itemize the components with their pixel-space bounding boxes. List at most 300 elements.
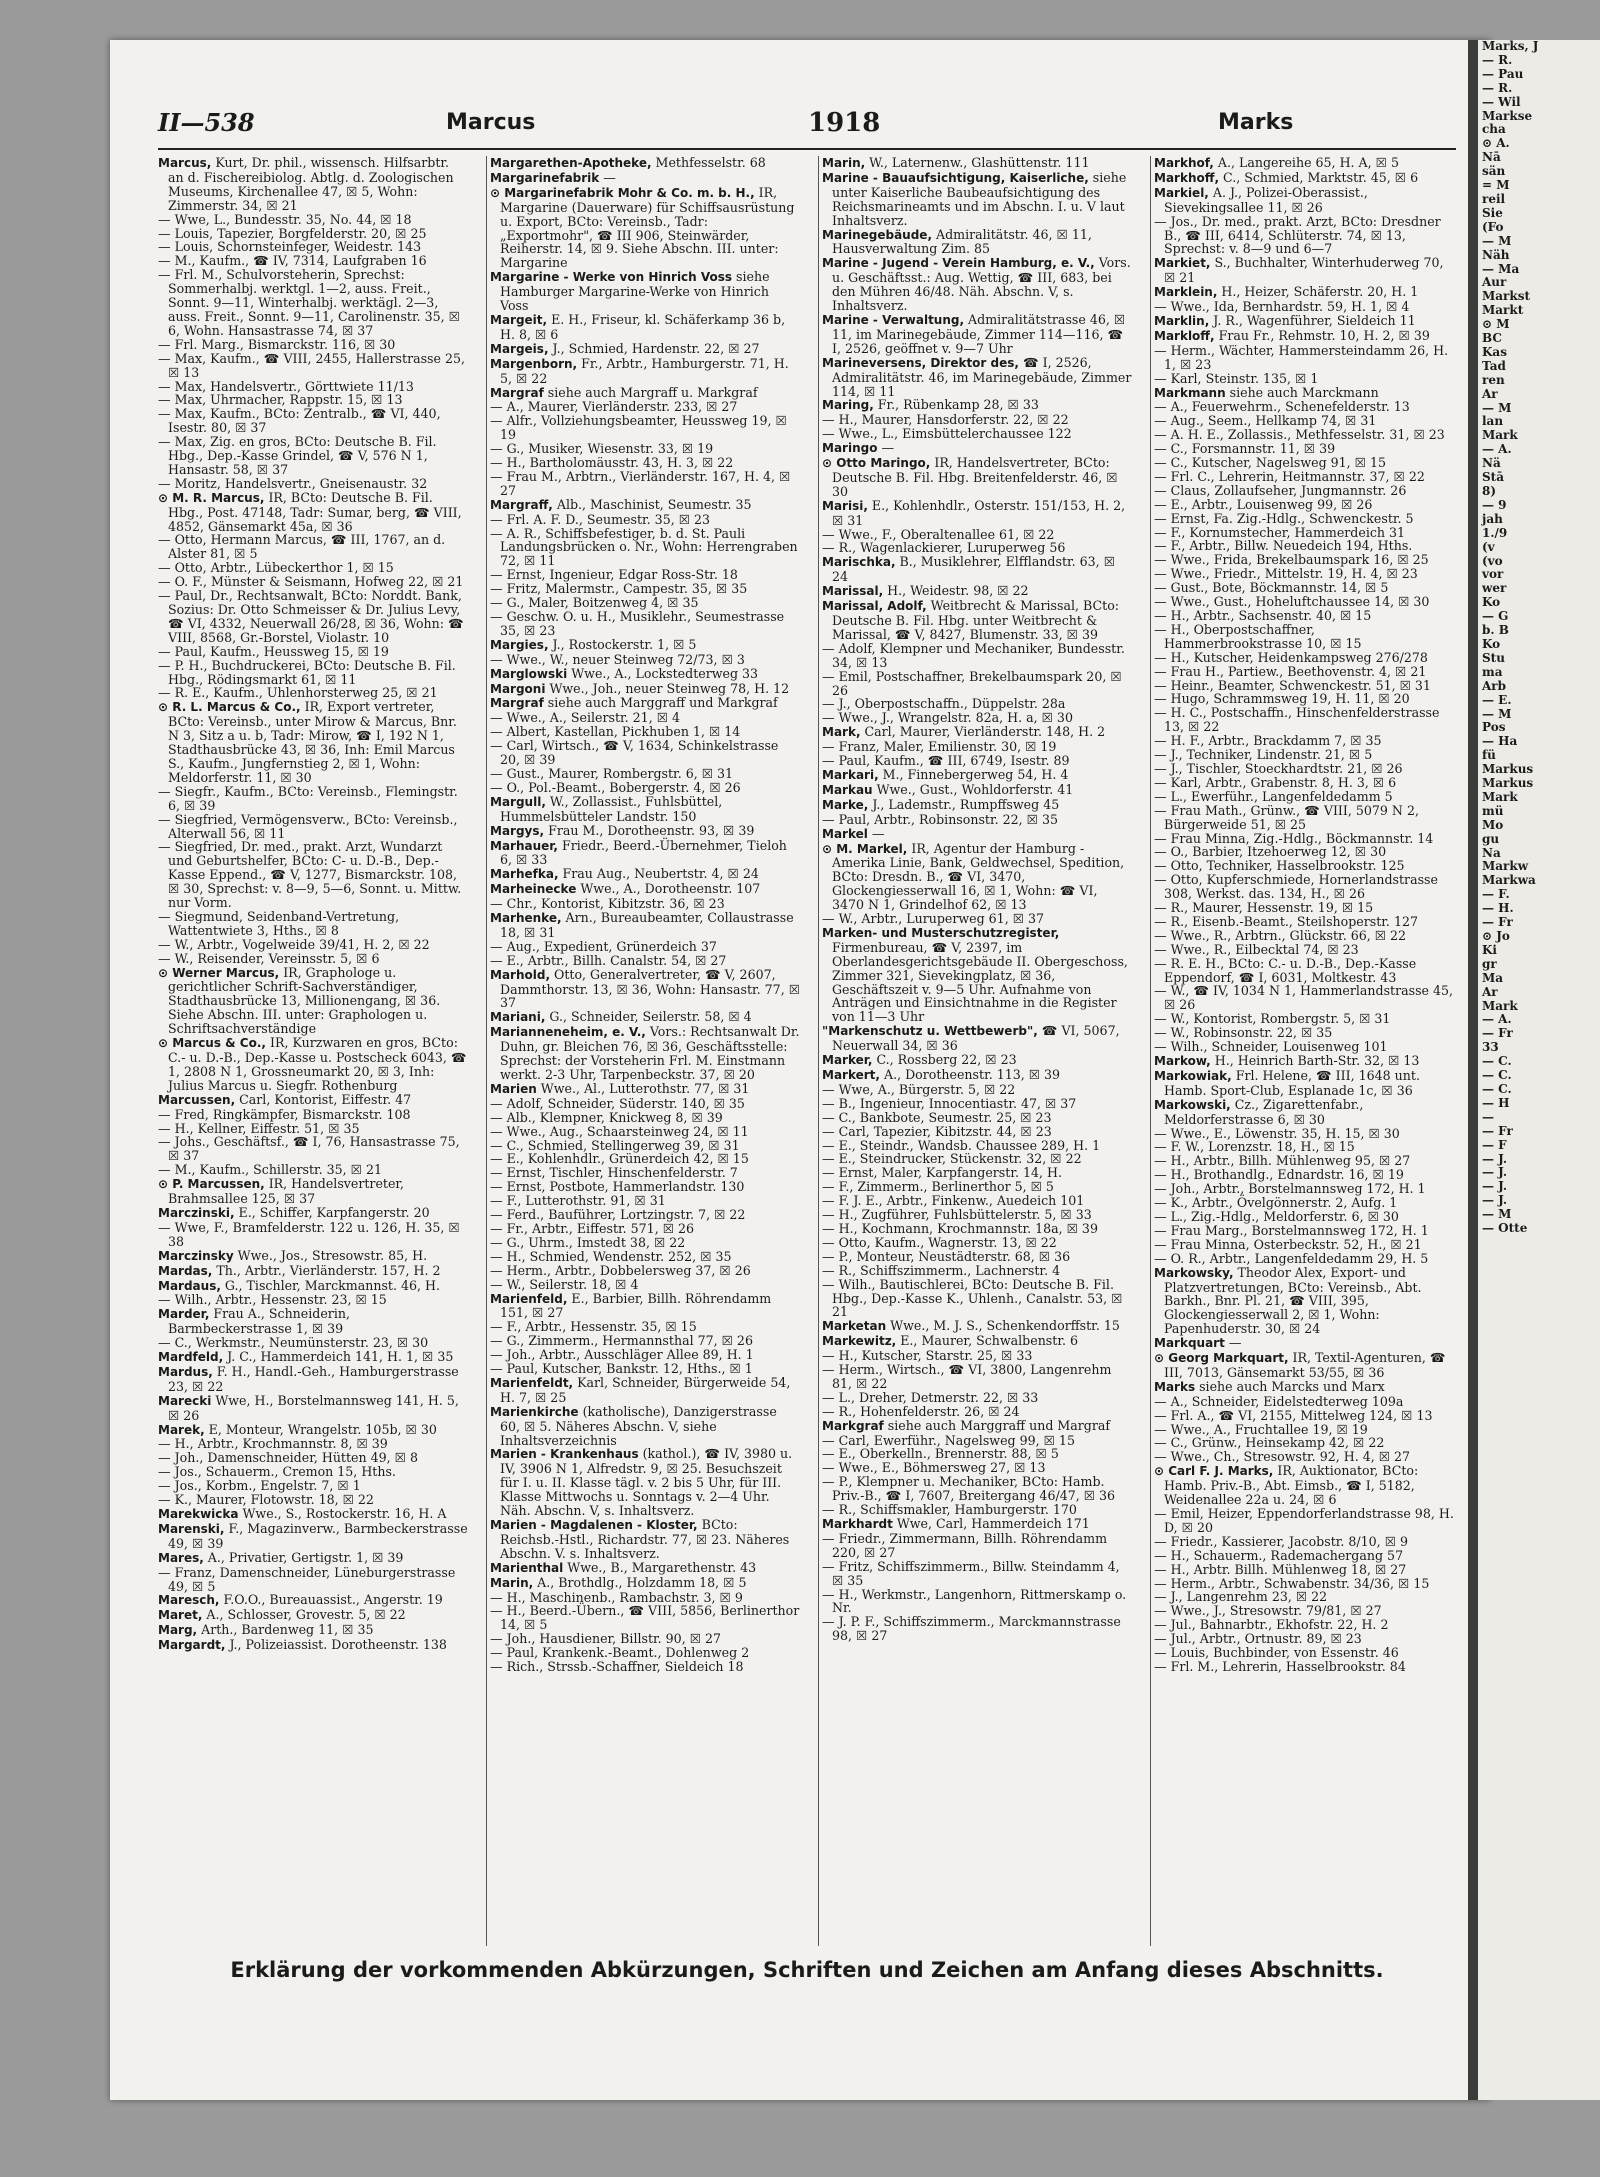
adjacent-page-edge	[1478, 40, 1600, 2100]
entry-text: Th., Arbtr., Vierländerstr. 157, H. 2	[212, 1262, 441, 1278]
entry-text: Methfesselstr. 68	[651, 156, 766, 170]
entry-text: E., Kohlenhdlr., Osterstr. 151/153, H. 2, ☒ 31	[832, 497, 1126, 528]
entry-text: H., Heinrich Barth-Str. 32, ☒ 13	[1210, 1053, 1420, 1068]
directory-entry	[490, 342, 800, 357]
directory-entry	[490, 911, 800, 940]
directory-entry	[158, 1279, 468, 1294]
entry-text: — Ernst, Maler, Karpfangerstr. 14, H.	[822, 1165, 1062, 1181]
directory-entry	[158, 966, 468, 1037]
entry-text: IR, Graphologe u. gerichtlicher Schrift-Sachverständiger, Stadthausbrücke 13, Millionengang, ☒ 36. Siehe Abschn. III. unter: Graphologen u. Schriftsachverständige	[168, 964, 441, 1037]
entry-text: — Frau Marg., Borstelmannsweg 172, H. 1	[1154, 1222, 1429, 1238]
directory-entry	[490, 1166, 800, 1180]
directory-entry	[822, 1349, 1132, 1363]
left-catchword: Marcus	[446, 110, 536, 135]
book-gutter	[1468, 40, 1478, 2100]
entry-text: H., Heizer, Schäferstr. 20, H. 1	[1217, 284, 1419, 300]
directory-entry	[1154, 1154, 1456, 1168]
entry-text: — P., Klempner u. Mechaniker, BCto: Hamb. Priv.-B., ☎ I, 7607, Breitergang 46/47, ☒ 36	[822, 1474, 1116, 1504]
entry-text: siehe auch Marggraff und Markgraf	[543, 695, 778, 711]
directory-entry	[490, 1405, 800, 1448]
directory-entry	[1154, 984, 1456, 1012]
directory-entry	[822, 555, 1132, 584]
directory-entry	[490, 767, 800, 781]
directory-entry	[490, 1447, 800, 1518]
entry-text: J., Polizeiassist. Dorotheenstr. 138	[225, 1637, 447, 1653]
directory-entry	[1154, 553, 1456, 567]
directory-entry	[1154, 156, 1456, 171]
entry-text: ☎ VI, 5067, Neuerwall 34, ☒ 36	[832, 1023, 1120, 1054]
directory-entry	[158, 533, 468, 561]
entry-text: — A., Schneider, Eidelstedterweg 109a	[1154, 1393, 1404, 1409]
directory-entry	[158, 435, 468, 477]
adjacent-page-fragment: gr	[1482, 956, 1497, 971]
entry-text: (katholische), Danzigerstrasse 60, ☒ 5. Näheres Abschn. V, siehe Inhaltsverzeichnis	[500, 1403, 777, 1448]
directory-entry	[158, 1206, 468, 1221]
directory-entry	[1154, 943, 1456, 957]
entry-text: — Joh., Arbtr., Ausschläger Allee 89, H. 1	[490, 1347, 754, 1363]
directory-entry	[822, 842, 1132, 913]
directory-entry	[490, 1250, 800, 1264]
entry-text: — Claus, Zollaufseher, Jungmannstr. 26	[1154, 482, 1407, 498]
directory-entry	[822, 1180, 1132, 1194]
entry-text: — F., Zimmerm., Berlinerthor 5, ☒ 5	[822, 1179, 1054, 1195]
entry-text: — Ernst, Postbote, Hammerlandstr. 130	[490, 1179, 745, 1195]
adjacent-page-fragment: — F	[1482, 1137, 1507, 1152]
directory-entry	[490, 442, 800, 456]
entry-text: siehe auch Marcks und Marx	[1195, 1378, 1385, 1394]
directory-entry	[158, 700, 468, 784]
entry-name: Marczinsky	[158, 1248, 234, 1263]
directory-entry	[822, 427, 1132, 441]
entry-text: — Frl. M., Lehrerin, Hasselbrookstr. 84	[1154, 1658, 1406, 1674]
directory-entry	[822, 1419, 1132, 1434]
directory-entry	[1154, 595, 1456, 609]
directory-entry	[490, 1561, 800, 1576]
entry-text: — Wwe., Ida, Bernhardstr. 59, H. 1, ☒ 4	[1154, 299, 1410, 315]
entry-name: Maret,	[158, 1608, 203, 1623]
entry-text: — H., Kutscher, Heidenkampsweg 276/278	[1154, 649, 1428, 665]
entry-name: Margenborn,	[490, 356, 578, 371]
entry-text: — Fr., Arbtr., Eiffestr. 571, ☒ 26	[490, 1220, 695, 1236]
entry-text: — Geschw. O. u. H., Musiklehr., Seumestrasse 35, ☒ 23	[490, 609, 785, 638]
directory-entry	[158, 1307, 468, 1336]
entry-name: Marketan	[822, 1319, 887, 1334]
directory-entry	[1154, 1069, 1456, 1098]
entry-text: — Hugo, Schrammsweg 19, H. 11, ☒ 20	[1154, 691, 1410, 707]
entry-text: — Aug., Seem., Hellkamp 74, ☒ 31	[1154, 413, 1377, 429]
directory-entry	[1154, 428, 1456, 442]
directory-entry	[1154, 1409, 1456, 1423]
entry-text: — W., Seilerstr. 18, ☒ 4	[490, 1276, 639, 1292]
entry-text: BCto: Reichsb.-Hstl., Richardstr. 77, ☒ 23. Näheres Abschn. V. s. Inhaltsverz.	[500, 1517, 790, 1561]
directory-entry	[1154, 1577, 1456, 1591]
entry-text: IR, Agentur der Hamburg - Amerika Linie, Bank, Geldwechsel, Spedition, BCto: Dresdn. B., ☎ VI, 3470, Glockengiesserwall 16, ☒ 1, Wohn: ☎ VI, 3470 N 1, Grindelhof 62, ☒ 13	[832, 840, 1125, 913]
entry-text: — M., Kaufm., Schillerstr. 35, ☒ 21	[158, 1162, 383, 1178]
directory-entry	[490, 882, 800, 897]
entry-text: — H., Kochmann, Krochmannstr. 18a, ☒ 39	[822, 1220, 1098, 1236]
directory-entry	[158, 1122, 468, 1136]
directory-entry	[158, 910, 468, 938]
directory-entry	[822, 1391, 1132, 1405]
directory-entry	[490, 1111, 800, 1125]
directory-entry	[158, 1522, 468, 1551]
adjacent-page-fragment: — F.	[1482, 887, 1510, 902]
entry-text: — Johs., Geschäftsf., ☎ I, 76, Hansastrasse 75, ☒ 37	[158, 1134, 460, 1164]
directory-entry	[822, 228, 1132, 257]
directory-entry	[1154, 498, 1456, 512]
entry-text: — Jos., Schauerm., Cremon 15, Hths.	[158, 1464, 396, 1480]
entry-text: J., Schmied, Hardenstr. 22, ☒ 27	[548, 340, 760, 356]
directory-entry	[1154, 1196, 1456, 1210]
directory-entry	[822, 827, 1132, 842]
directory-entry	[490, 527, 800, 569]
entry-text: Frau Fr., Rehmstr. 10, H. 2, ☒ 39	[1214, 327, 1430, 343]
directory-entry	[1154, 651, 1456, 665]
entry-text: IR, Auktionator, BCto: Hamb. Priv.-B., Abt. Eimsb., ☎ I, 5182, Weidenallee 22a u. 24, ☒ 6	[1164, 1463, 1419, 1508]
entry-text: — Ernst, Fa. Zig.-Hdlg., Schwenckestr. 5	[1154, 510, 1414, 526]
directory-entry	[158, 1638, 468, 1653]
entry-name: Marinegebäude,	[822, 227, 932, 242]
directory-entry	[1154, 679, 1456, 693]
entry-text: — L., Ewerführ., Langenfeldedamm 5	[1154, 788, 1393, 804]
directory-entry	[1154, 1127, 1456, 1141]
adjacent-page-fragment: Markus	[1482, 762, 1534, 777]
entry-text: — Adolf, Klempner und Mechaniker, Bundesstr. 34, ☒ 13	[822, 640, 1125, 670]
entry-text: — F., Arbtr., Billw. Neuedeich 194, Hths.	[1154, 538, 1413, 554]
entry-text: — F., Lutterothstr. 91, ☒ 31	[490, 1193, 666, 1209]
entry-text: — Jul., Arbtr., Ortnustr. 89, ☒ 23	[1154, 1631, 1362, 1647]
directory-entry	[822, 1278, 1132, 1320]
entry-text: IR, Textil-Agenturen, ☎ III, 7013, Gänsemarkt 53/55, ☒ 36	[1164, 1350, 1446, 1380]
directory-entry	[158, 1451, 468, 1465]
entry-text: — Wwe., E., Löwenstr. 35, H. 15, ☒ 30	[1154, 1125, 1400, 1141]
entry-text: E. H., Friseur, kl. Schäferkamp 36 b, H. 8, ☒ 6	[500, 311, 786, 342]
entry-text: — Alb., Klempner, Knickweg 8, ☒ 39	[490, 1109, 723, 1125]
directory-entry	[822, 356, 1132, 399]
entry-text: — Fred, Ringkämpfer, Bismarckstr. 108	[158, 1106, 411, 1122]
directory-entry	[1154, 762, 1456, 776]
directory-entry	[490, 1518, 800, 1561]
directory-entry	[490, 638, 800, 653]
directory-entry	[158, 686, 468, 700]
entry-name: ⊙ R. L. Marcus & Co.,	[158, 700, 301, 715]
entry-text: — H. F., Arbtr., Brackdamm 7, ☒ 35	[1154, 733, 1382, 749]
entry-text: J., Lademstr., Rumpffsweg 45	[868, 796, 1060, 812]
directory-entry	[490, 386, 800, 401]
directory-entry	[158, 659, 468, 687]
directory-entry	[158, 575, 468, 589]
entry-text: — Siegfried, Vermögensverw., BCto: Vereinsb., Alterwall 56, ☒ 11	[158, 811, 458, 841]
entry-text: Wwe., Joh., neuer Steinweg 78, H. 12	[545, 680, 790, 696]
directory-entry	[822, 1475, 1132, 1503]
directory-entry	[1154, 567, 1456, 581]
entry-text: — W., ☎ IV, 1034 N 1, Hammerlandstrasse 45, ☒ 26	[1154, 983, 1454, 1013]
entry-name: Margeit,	[490, 312, 548, 327]
entry-text: — Joh., Arbtr., Borstelmannsweg 172, H. 1	[1154, 1181, 1426, 1197]
entry-text: Frau A., Schneiderin, Barmbeckerstrasse 1, ☒ 39	[168, 1306, 350, 1337]
adjacent-page-fragment: cha	[1482, 122, 1506, 137]
entry-text: Friedr., Beerd.-Übernehmer, Tieloh 6, ☒ 33	[500, 837, 787, 868]
entry-name: Margys,	[490, 823, 545, 838]
adjacent-page-fragment: = M	[1482, 178, 1510, 193]
entry-text: — C., Werkmstr., Neumünsterstr. 23, ☒ 30	[158, 1335, 429, 1351]
directory-entry	[822, 1264, 1132, 1278]
directory-entry	[490, 1264, 800, 1278]
directory-entry	[822, 528, 1132, 542]
entry-text: — Wwe., W., neuer Steinweg 72/73, ☒ 3	[490, 651, 745, 667]
adjacent-page-fragment: jah	[1482, 511, 1503, 526]
directory-entry	[1154, 470, 1456, 484]
entry-text: — Emil, Heizer, Eppendorferlandstrasse 98, H. D, ☒ 20	[1154, 1506, 1454, 1535]
directory-entry	[158, 1608, 468, 1623]
entry-text: G., Tischler, Marckmannst. 46, H.	[220, 1277, 441, 1293]
directory-entry	[158, 1249, 468, 1264]
entry-text: — Louis, Buchbinder, von Essenstr. 46	[1154, 1645, 1399, 1661]
directory-entry	[822, 398, 1132, 413]
directory-entry	[1154, 915, 1456, 929]
entry-name: Marienkirche	[490, 1404, 579, 1419]
entry-text: — Wwe., E., Böhmersweg 27, ☒ 13	[822, 1460, 1046, 1476]
entry-text: — H. C., Postschaffn., Hinschenfelderstrasse 13, ☒ 22	[1154, 705, 1440, 735]
entry-name: Markmann	[1154, 385, 1226, 400]
adjacent-page-fragment: — Ha	[1482, 734, 1518, 749]
adjacent-page-fragment: reil	[1482, 191, 1506, 206]
entry-text: — Frl. A., ☎ VI, 2155, Mittelweg 124, ☒ 13	[1154, 1407, 1433, 1423]
directory-entry	[490, 1348, 800, 1362]
entry-text: siehe Hamburger Margarine-Werke von Hinrich Voss	[500, 269, 770, 314]
entry-text: — Max, Handelsvertr., Görttwiete 11/13	[158, 378, 414, 394]
entry-name: Marhauer,	[490, 838, 558, 853]
entry-text: — O. R., Arbtr., Langenfeldedamm 29, H. 5	[1154, 1250, 1429, 1266]
entry-name: Marken- und Musterschutzregister,	[822, 925, 1060, 940]
entry-text: ☎ I, 2526, Admiralitätstr. 46, im Marinegebäude, Zimmer 114, ☒ 11	[832, 354, 1132, 399]
directory-entry	[490, 682, 800, 697]
entry-text: — Wilh., Arbtr., Hessenstr. 23, ☒ 15	[158, 1292, 387, 1308]
directory-entry	[822, 1125, 1132, 1139]
entry-text: — Ernst, Tischler, Hinschenfelderstr. 7	[490, 1165, 738, 1181]
entry-text: — Otto, Techniker, Hasselbrookstr. 125	[1154, 858, 1405, 874]
adjacent-page-fragment: — E.	[1482, 692, 1512, 707]
entry-text: — H., Zugführer, Fuhlsbüttelerstr. 5, ☒ 33	[822, 1207, 1092, 1223]
directory-entry	[822, 1405, 1132, 1419]
directory-entry	[158, 1507, 468, 1522]
entry-text: — Friedr., Kassierer, Jacobstr. 8/10, ☒ 9	[1154, 1533, 1408, 1549]
column-1	[158, 156, 468, 1956]
directory-entry	[822, 926, 1132, 1024]
directory-entry	[822, 725, 1132, 740]
directory-entry	[158, 840, 468, 910]
directory-entry	[822, 783, 1132, 798]
directory-entry	[1154, 1040, 1456, 1054]
directory-entry	[158, 1350, 468, 1365]
entry-text: — R., Hohenfelderstr. 26, ☒ 24	[822, 1403, 1020, 1419]
entry-text: Arn., Bureaubeamter, Collaustrasse 18, ☒ 31	[500, 910, 794, 940]
directory-entry	[158, 1093, 468, 1108]
adjacent-page-fragment: — R.	[1482, 80, 1513, 95]
adjacent-page-fragment: vor	[1482, 567, 1504, 582]
entry-name: Markel	[822, 826, 868, 841]
entry-text: — Herm., Arbtr., Schwabenstr. 34/36, ☒ 15	[1154, 1575, 1430, 1591]
entry-text: (kathol.), ☎ IV, 3980 u. IV, 3906 N 1, Alfredstr. 9, ☒ 25. Besuchszeit für I. u. II. Klasse tägl. v. 2 bis 5 Uhr, für III. Klasse Mittwochs u. Sonntags v. 2—4 Uhr. Näh. Abschn. V, s. Inhaltsverz.	[500, 1446, 793, 1519]
directory-entry	[822, 599, 1132, 642]
directory-entry	[1154, 1252, 1456, 1266]
directory-entry	[490, 1604, 800, 1632]
entry-text: — Wwe, A., Bürgerstr. 5, ☒ 22	[822, 1081, 1016, 1097]
entry-name: Marekwicka	[158, 1507, 239, 1521]
directory-entry	[490, 513, 800, 527]
directory-entry	[822, 456, 1132, 499]
entry-text: — F., Kornumstecher, Hammerdeich 31	[1154, 524, 1406, 540]
entry-text: — W., Reisender, Vereinsstr. 5, ☒ 6	[158, 950, 380, 966]
entry-name: Marhenke,	[490, 911, 562, 926]
adjacent-page-fragment: mü	[1482, 803, 1504, 818]
directory-entry	[1154, 1423, 1456, 1437]
directory-entry	[1154, 1507, 1456, 1535]
header-rule	[158, 148, 1456, 150]
entry-text: — K., Maurer, Flotowstr. 18, ☒ 22	[158, 1492, 374, 1508]
adjacent-page-fragment: — J.	[1482, 1179, 1508, 1194]
adjacent-page-fragment: — C.	[1482, 1054, 1512, 1069]
entry-text: — Karl, Steinstr. 135, ☒ 1	[1154, 370, 1319, 386]
entry-text: Wwe, H., Borstelmannsweg 141, H. 5, ☒ 26	[168, 1392, 459, 1423]
directory-entry	[1154, 186, 1456, 215]
entry-name: Markowsky,	[1154, 1265, 1234, 1280]
directory-entry	[490, 1010, 800, 1025]
entry-text: — Paul, Kaufm., Heussweg 15, ☒ 19	[158, 643, 389, 659]
entry-text: — Carl, Wirtsch., ☎ V, 1634, Schinkelstrasse 20, ☒ 39	[490, 738, 779, 768]
entry-text: — O., Pol.-Beamt., Bobergerstr. 4, ☒ 26	[490, 779, 741, 795]
directory-entry	[1154, 1336, 1456, 1351]
entry-text: — H., Werkmstr., Langenhorn, Rittmerskamp o. Nr.	[822, 1586, 1127, 1616]
directory-entry	[822, 912, 1132, 926]
entry-name: Marheinecke	[490, 882, 577, 897]
entry-text: E., Maurer, Schwalbenstr. 6	[896, 1333, 1078, 1349]
directory-entry	[158, 240, 468, 254]
adjacent-page-fragment: Marks, J	[1482, 40, 1539, 53]
entry-text: — Fritz, Schiffszimmerm., Billw. Steindamm 4, ☒ 35	[822, 1558, 1120, 1588]
adjacent-page-fragment: — M	[1482, 1207, 1512, 1222]
entry-text: — Siegfried, Dr. med., prakt. Arzt, Wundarzt und Geburtshelfer, BCto: C- u. D.-B., Dep.-Kasse Eppend., ☎ V, 1277, Bismarckstr. 108, ☒ 30, Sprechst: v. 8—9, 5—6, Sonnt. u. Mittw. nur Vorm.	[158, 839, 462, 911]
entry-text: — Frl. Marg., Bismarckstr. 116, ☒ 30	[158, 336, 396, 352]
directory-entry	[1154, 1395, 1456, 1409]
directory-entry	[490, 1292, 800, 1321]
directory-entry	[1154, 314, 1456, 329]
entry-text: Admiralitätstr. 46, ☒ 11, Hausverwaltung Zim. 85	[832, 226, 1092, 257]
entry-text: — Heinr., Beamter, Schwenckestr. 51, ☒ 31	[1154, 677, 1431, 693]
directory-entry	[1154, 1026, 1456, 1040]
entry-name: Markowski,	[1154, 1097, 1231, 1112]
entry-text: B., Musiklehrer, Elfflandstr. 63, ☒ 24	[832, 554, 1115, 585]
entry-text: — J., Techniker, Lindenstr. 21, ☒ 5	[1154, 747, 1373, 763]
entry-text: — Wwe., R., Arbtrn., Glückstr. 66, ☒ 22	[1154, 927, 1407, 943]
directory-entry	[158, 1566, 468, 1594]
entry-text: S., Buchhalter, Winterhuderweg 70, ☒ 21	[1164, 255, 1444, 286]
entry-text: — Max, Uhrmacher, Rappstr. 15, ☒ 13	[158, 392, 403, 408]
entry-text: — C., Grünw., Heinsekamp 42, ☒ 22	[1154, 1435, 1385, 1451]
adjacent-page-fragment: fü	[1482, 748, 1496, 763]
entry-text: — Wwe., J., Wrangelstr. 82a, H. a, ☒ 30	[822, 710, 1073, 726]
directory-entry	[822, 1024, 1132, 1053]
entry-text: — Wwe., R., Eilbecktal 74, ☒ 23	[1154, 941, 1359, 957]
directory-entry	[822, 413, 1132, 427]
entry-name: Markiel,	[1154, 185, 1209, 200]
entry-text: — L., Dreher, Detmerstr. 22, ☒ 33	[822, 1389, 1039, 1405]
entry-text: — Alfr., Vollziehungsbeamter, Heussweg 19, ☒ 19	[490, 413, 787, 443]
directory-entry	[1154, 859, 1456, 873]
entry-name: Margraff,	[490, 497, 553, 512]
entry-name: Markhardt	[822, 1517, 893, 1531]
directory-entry	[1154, 1590, 1456, 1604]
entry-text: Wwe., S., Rostockerstr. 16, H. A	[238, 1506, 447, 1521]
entry-text: — P. H., Buchdruckerei, BCto: Deutsche B. Fil. Hbg., Rödingsmarkt 61, ☒ 11	[158, 657, 456, 687]
entry-text: — H., Oberpostschaffner, Hammerbrookstrasse 10, ☒ 15	[1154, 621, 1362, 651]
entry-text: — Herm., Wächter, Hammersteindamm 26, H. 1, ☒ 23	[1154, 342, 1449, 372]
entry-text: — Chr., Kontorist, Kibitzstr. 36, ☒ 23	[490, 896, 725, 912]
entry-text: Wwe., M. J. S., Schenkendorffstr. 15	[886, 1318, 1120, 1334]
entry-text: — Rich., Strssb.-Schaffner, Sieldeich 18	[490, 1659, 744, 1675]
entry-text: Fr., Arbtr., Hamburgerstr. 71, H. 5, ☒ 22	[500, 355, 789, 386]
adjacent-page-fragment: — Pau	[1482, 66, 1524, 81]
entry-text: — Louis, Tapezier, Borgfelderstr. 20, ☒ 25	[158, 225, 427, 241]
directory-entry	[490, 270, 800, 313]
entry-text: Wwe., Gust., Wohldorferstr. 41	[872, 781, 1074, 797]
directory-entry	[822, 1461, 1132, 1475]
entry-text: — Wwe., Gust., Hoheluftchaussee 14, ☒ 30	[1154, 594, 1430, 610]
entry-text: A., Dorotheenstr. 113, ☒ 39	[879, 1067, 1061, 1082]
directory-entry	[1154, 215, 1456, 257]
directory-entry	[490, 568, 800, 582]
entry-text: — H., Bartholomäusstr. 43, H. 3, ☒ 22	[490, 455, 734, 471]
entry-text: — Paul, Kaufm., ☎ III, 6749, Isestr. 89	[822, 753, 1070, 769]
entry-name: Marecki	[158, 1393, 212, 1408]
directory-entry	[822, 1139, 1132, 1153]
directory-entry	[822, 441, 1132, 456]
entry-text: siehe unter Kaiserliche Baubeaufsichtigung des Reichsmarineamts und im Abschn. I. u. V laut Inhaltsverz.	[832, 169, 1127, 228]
adjacent-page-fragment: — C.	[1482, 1081, 1512, 1096]
directory-entry	[1154, 372, 1456, 386]
directory-entry	[158, 1336, 468, 1350]
entry-text: — R., Wagenlackierer, Luruperweg 56	[822, 540, 1066, 556]
directory-entry	[158, 352, 468, 380]
entry-name: Marine - Verwaltung,	[822, 312, 965, 327]
entry-text: A. J., Polizei-Oberassist., Sievekingsallee 11, ☒ 26	[1164, 184, 1368, 215]
entry-text: — Franz, Damenschneider, Lüneburgerstrasse 49, ☒ 5	[158, 1564, 456, 1594]
adjacent-page-fragment: — Fr	[1482, 915, 1513, 930]
directory-entry	[1154, 832, 1456, 846]
entry-text: — W., Robinsonstr. 22, ☒ 35	[1154, 1025, 1333, 1041]
entry-name: "Markenschutz u. Wettbewerb",	[822, 1024, 1038, 1039]
directory-entry	[1154, 1464, 1456, 1507]
directory-entry	[1154, 1224, 1456, 1238]
entry-text: — H., Schmied, Wendenstr. 252, ☒ 35	[490, 1248, 732, 1264]
entry-name: Margraf	[490, 696, 544, 711]
adjacent-page-fragment: Näh	[1482, 247, 1510, 262]
entry-text: Wwe, Carl, Hammerdeich 171	[892, 1516, 1090, 1531]
entry-name: Marin,	[490, 1575, 534, 1590]
entry-name: ⊙ P. Marcussen,	[158, 1177, 265, 1192]
directory-entry	[822, 1166, 1132, 1180]
adjacent-page-fragment: Markse	[1482, 108, 1533, 123]
directory-columns	[158, 156, 1456, 1956]
entry-text: — H., Arbtr., Krochmannstr. 8, ☒ 39	[158, 1436, 388, 1452]
directory-entry	[1154, 1012, 1456, 1026]
entry-name: ⊙ M. Markel,	[822, 841, 908, 856]
directory-entry	[1154, 1098, 1456, 1127]
directory-entry	[1154, 1563, 1456, 1577]
directory-entry	[490, 1222, 800, 1236]
directory-entry	[822, 1447, 1132, 1461]
entry-text: — E., Oberkelln., Brennerstr. 88, ☒ 5	[822, 1446, 1059, 1462]
